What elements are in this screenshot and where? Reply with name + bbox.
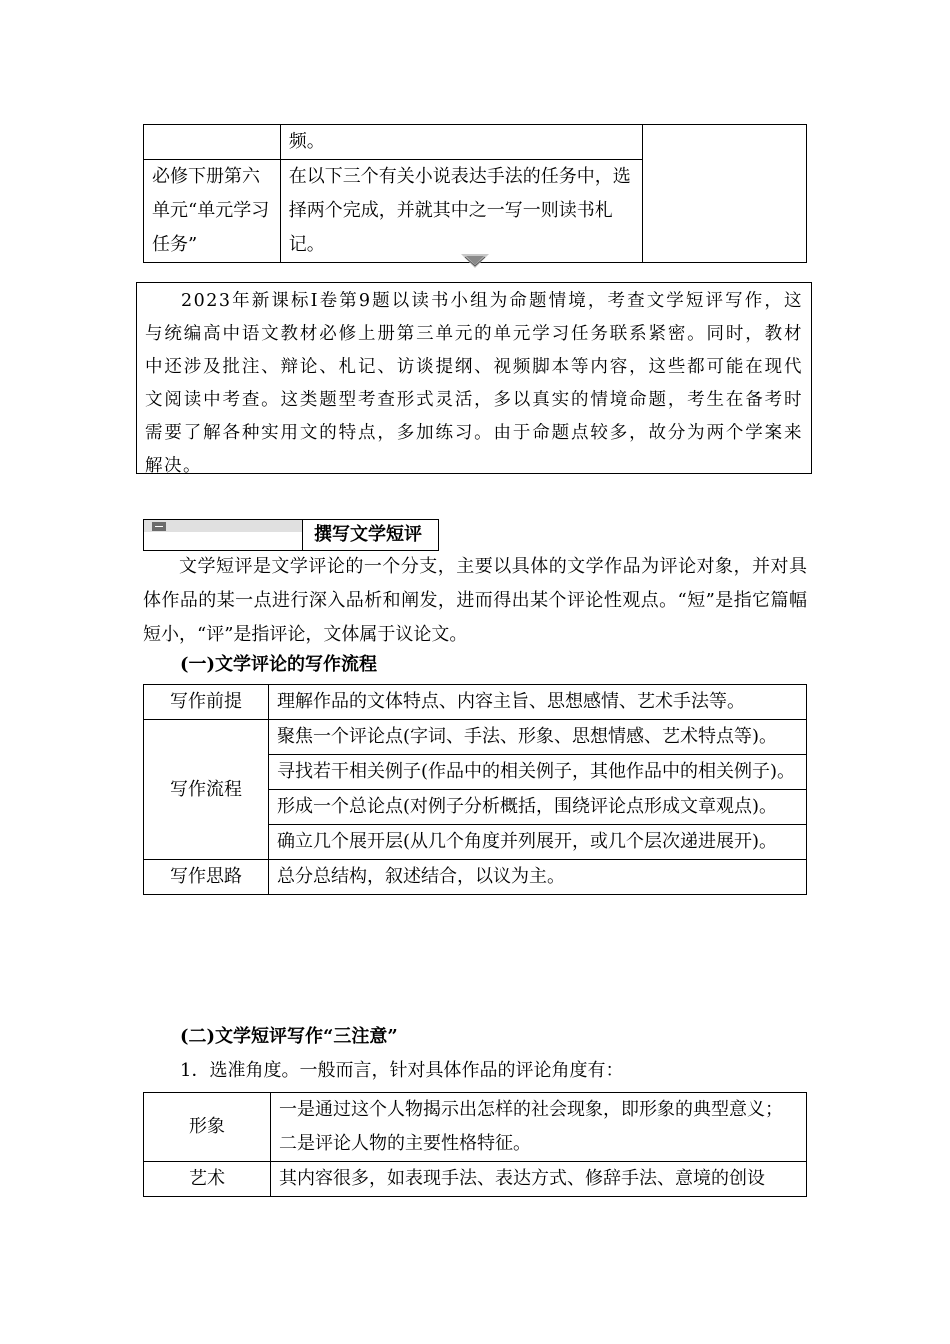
- table-row: [144, 720, 807, 755]
- heading-writing-process: (一)文学评论的写作流程: [180, 654, 378, 675]
- table-cell: 理解作品的文体特点、内容主旨、思想感情、艺术手法等。: [269, 685, 807, 720]
- table-row: [144, 685, 807, 720]
- table-cell: 形成一个总论点(对例子分析概括，围绕评论点形成文章观点)。: [269, 790, 807, 825]
- row-label: 写作前提: [144, 685, 269, 720]
- table-row: [144, 1162, 807, 1197]
- note-text: 2023年新课标Ⅰ卷第9题以读书小组为命题情境，考查文学短评写作，这与统编高中语文教材必修上册第三单元的单元学习任务联系紧密。同时，教材中还涉及批注、辩论、札记、访谈提纲、视频脚本等内容，这些都可能在现代文阅读中考查。这类题型考查形式灵活，多以真实的情境命题，考生在备考时需要了解各种实用文的特点，多加练习。由于命题点较多，故分为两个学案来解决。: [145, 291, 803, 476]
- table-row: [144, 125, 807, 160]
- row-label: 写作流程: [144, 720, 269, 860]
- intro-text: 文学短评是文学评论的一个分支，主要以具体的文学作品为评论对象，并对具体作品的某一点进行深入品析和阐发，进而得出某个评论性观点。“短”是指它篇幅短小，“评”是指评论，文体属于议论文。: [143, 556, 807, 645]
- table-cell: 频。: [280, 125, 642, 160]
- table-cell: 聚焦一个评论点(字词、手法、形象、思想情感、艺术特点等)。: [269, 720, 807, 755]
- point-one: 1．选准角度。一般而言，针对具体作品的评论角度有：: [180, 1060, 624, 1081]
- down-chevron-icon: [461, 254, 489, 270]
- table-cell: 总分总结构，叙述结合，以议为主。: [269, 860, 807, 895]
- table-cell: 在以下三个有关小说表达手法的任务中，选择两个完成，并就其中之一写一则读书札记。: [280, 160, 642, 263]
- table-cell: [144, 125, 281, 160]
- angle-table: [143, 1092, 807, 1197]
- table-row: [144, 860, 807, 895]
- curriculum-table: [143, 124, 807, 263]
- table-cell: 确立几个展开层(从几个角度并列展开，或几个层次递进展开)。: [269, 825, 807, 860]
- heading-three-notes: (二)文学短评写作“三注意”: [180, 1026, 398, 1047]
- table-row: [144, 1093, 807, 1162]
- row-label: 形象: [144, 1093, 271, 1162]
- row-label: 艺术: [144, 1162, 271, 1197]
- table-cell: 一是通过这个人物揭示出怎样的社会现象，即形象的典型意义；二是评论人物的主要性格特征。: [271, 1093, 807, 1162]
- table-cell: 必修下册第六单元“单元学习任务”: [144, 160, 281, 263]
- row-label: 写作思路: [144, 860, 269, 895]
- section-header: [143, 519, 439, 551]
- section-bar: [144, 520, 302, 532]
- table-cell: 寻找若干相关例子(作品中的相关例子，其他作品中的相关例子)。: [269, 755, 807, 790]
- writing-process-table: [143, 684, 807, 895]
- intro-paragraph: [143, 550, 807, 652]
- divider: [302, 520, 303, 550]
- table-cell: [642, 125, 806, 263]
- section-number-icon: [152, 522, 166, 531]
- note-box: [136, 282, 812, 474]
- section-title: 撰写文学短评: [314, 524, 422, 545]
- table-cell: 其内容很多，如表现手法、表达方式、修辞手法、意境的创设: [271, 1162, 807, 1197]
